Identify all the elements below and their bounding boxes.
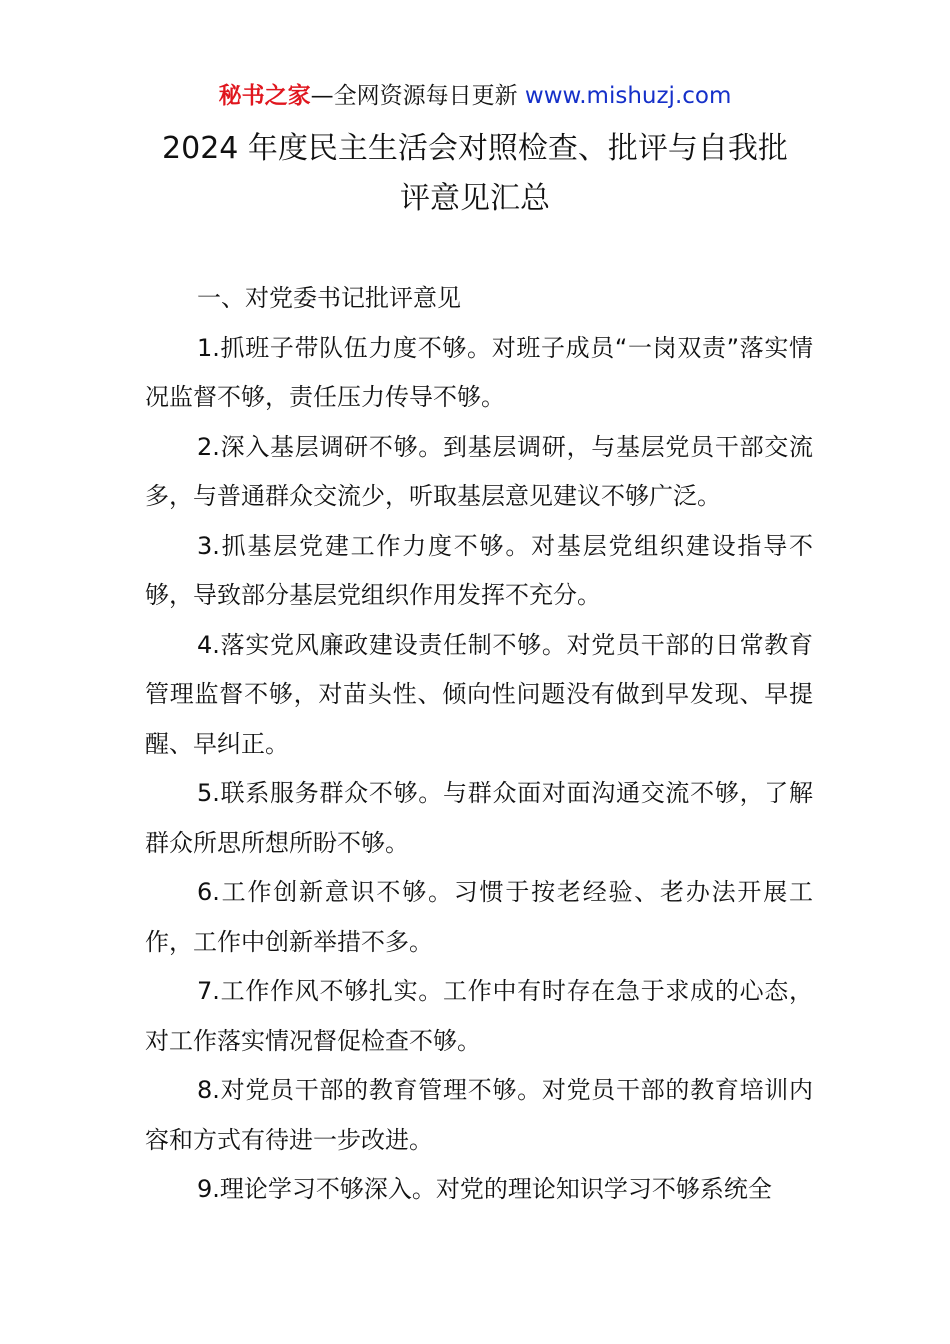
paragraph-3: 3.抓基层党建工作力度不够。对基层党组织建设指导不够，导致部分基层党组织作用发挥不充分。 — [145, 531, 813, 609]
paragraph-7: 7.工作作风不够扎实。工作中有时存在急于求成的心态，对工作落实情况督促检查不够。 — [145, 977, 813, 1055]
paragraph-8: 8.对党员干部的教育管理不够。对党员干部的教育培训内容和方式有待进一步改进。 — [145, 1076, 813, 1154]
paragraph-5: 5.联系服务群众不够。与群众面对面沟通交流不够，了解群众所思所想所盼不够。 — [145, 779, 813, 857]
brand-name: 秘书之家 — [218, 83, 311, 109]
document-title — [140, 124, 810, 224]
site-header — [0, 80, 950, 112]
title-line-2: 评意见汇总 — [400, 181, 550, 216]
document-body — [145, 274, 813, 1215]
title-line-1: 2024 年度民主生活会对照检查、批评与自我批 — [162, 131, 788, 166]
header-tagline: —全网资源每日更新 — [310, 83, 525, 109]
paragraph-9: 9.理论学习不够深入。对党的理论知识学习不够系统全 — [197, 1175, 772, 1203]
section-heading: 一、对党委书记批评意见 — [197, 284, 461, 312]
paragraph-2: 2.深入基层调研不够。到基层调研，与基层党员干部交流多，与普通群众交流少，听取基层意见建议不够广泛。 — [145, 432, 813, 510]
paragraph-4: 4.落实党风廉政建设责任制不够。对党员干部的日常教育管理监督不够，对苗头性、倾向性问题没有做到早发现、早提醒、早纠正。 — [145, 630, 813, 758]
paragraph-1: 1.抓班子带队伍力度不够。对班子成员“一岗双责”落实情况监督不够，责任压力传导不够。 — [145, 333, 813, 411]
site-url[interactable]: www.mishuzj.com — [524, 83, 732, 109]
paragraph-6: 6.工作创新意识不够。习惯于按老经验、老办法开展工作，工作中创新举措不多。 — [145, 878, 813, 956]
